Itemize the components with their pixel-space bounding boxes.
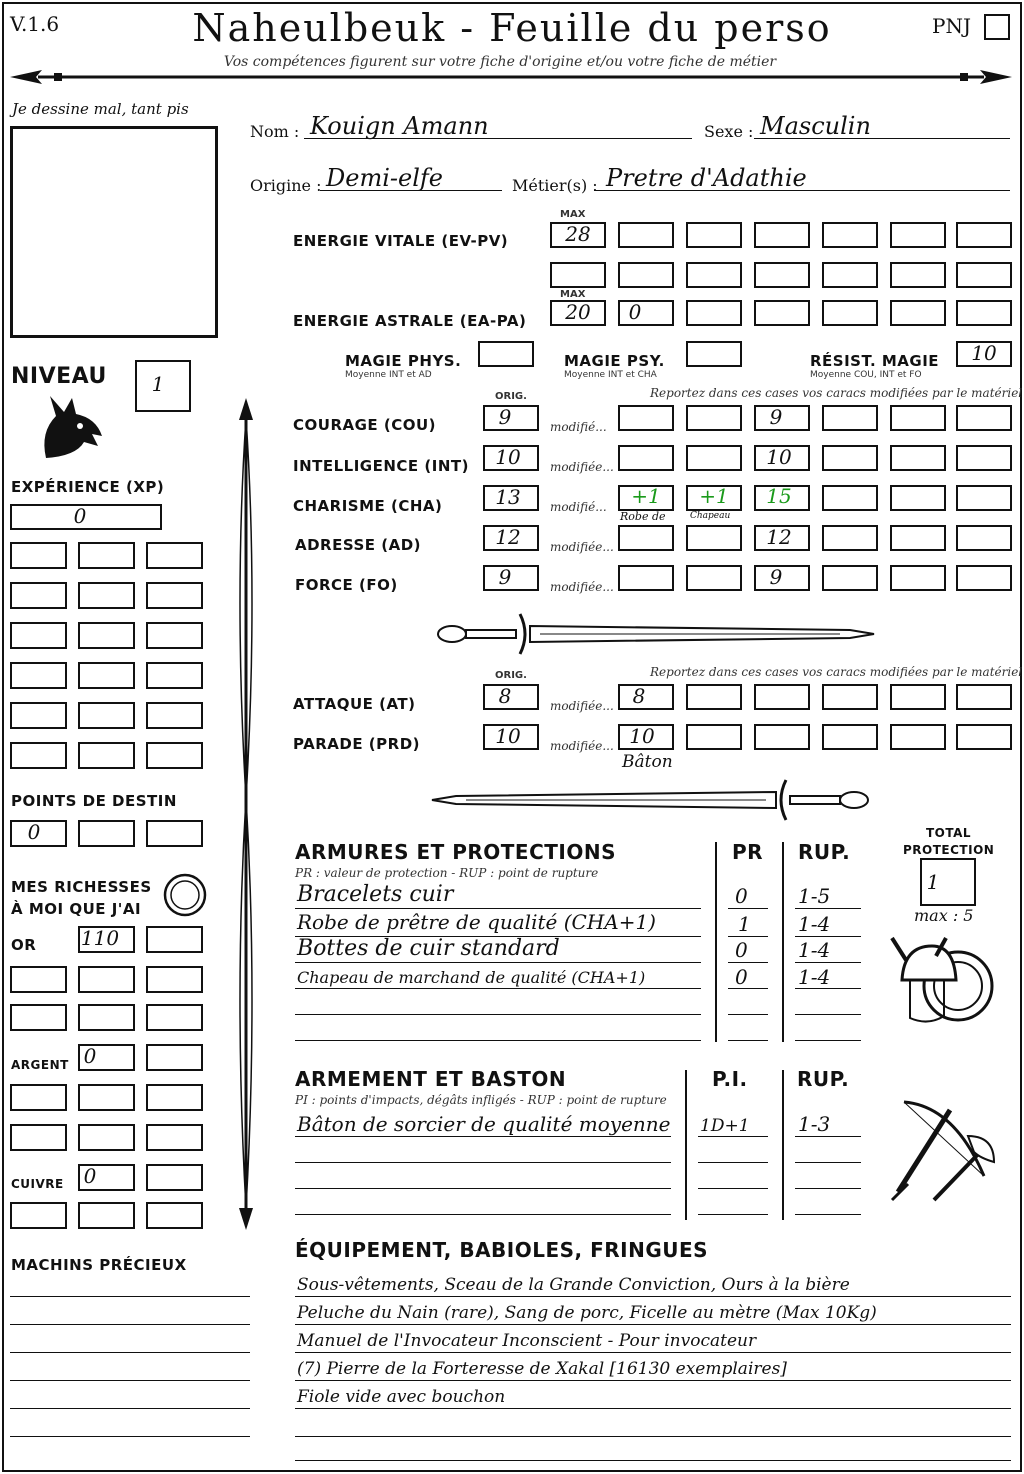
resist-magie-note: Moyenne COU, INT et FO [810,370,922,380]
xp-grid-box[interactable] [78,662,135,689]
courage-mod-box[interactable] [822,405,878,431]
charisme-note-2: Chapeau [690,511,731,521]
ev-box[interactable] [956,222,1012,248]
ev-box[interactable] [754,262,810,288]
equipement-item[interactable]: Sous-vêtements, Sceau de la Grande Conviction, Ours à la bière [297,1275,850,1295]
ev-max-label: MAX [560,209,586,220]
armure-rup[interactable]: 1-5 [798,884,831,908]
or-box[interactable] [78,966,135,993]
armure-line [295,962,701,963]
attaque-mod-box[interactable] [686,684,742,710]
arme-line[interactable] [698,1162,768,1163]
metier-label: Métier(s) : [512,176,598,195]
armure-line [728,962,768,963]
xp-grid-box[interactable] [10,622,67,649]
armement-divider [782,1070,784,1220]
niveau-value: 1 [151,372,165,396]
cuivre-box[interactable] [78,1202,135,1229]
sexe-value[interactable]: Masculin [760,112,871,140]
armure-line [795,908,861,909]
sword-icon [430,612,876,656]
xp-grid-box[interactable] [146,542,203,569]
destin-label: POINTS DE DESTIN [11,792,177,810]
sword-icon [430,778,876,822]
ev-max-value: 28 [565,222,591,246]
parade-mod-box[interactable] [754,724,810,750]
courage-mod-box[interactable] [956,405,1012,431]
ev-box[interactable] [822,222,878,248]
adresse-mod-box[interactable] [956,525,1012,551]
force-modifier-label: modifiée... [550,580,614,594]
helmet-shield-icon [888,926,998,1036]
xp-grid-box[interactable] [10,662,67,689]
staff-icon [226,398,266,1230]
cuivre-box[interactable] [10,1202,67,1229]
ea-box[interactable] [956,300,1012,326]
armure-line[interactable] [795,1040,861,1041]
equipement-line [295,1296,1011,1297]
attaque-mod-box[interactable] [822,684,878,710]
armure-line [728,988,768,989]
ev-box[interactable] [890,222,946,248]
ea-max-label: MAX [560,289,586,300]
adresse-modifier-label: modifiée... [550,540,614,554]
ev-box[interactable] [822,262,878,288]
portrait-box[interactable] [10,126,218,338]
argent-box[interactable] [78,1124,135,1151]
or-box[interactable] [146,926,203,953]
equipement-line[interactable] [295,1460,1011,1461]
magie-psy-note: Moyenne INT et CHA [564,370,657,380]
or-box[interactable] [10,1004,67,1031]
attaque-modifier-label: modifiée... [550,699,614,713]
adresse-mod-box[interactable] [822,525,878,551]
cuivre-label: CUIVRE [11,1177,64,1191]
xp-grid-box[interactable] [78,702,135,729]
armement-title: ARMEMENT ET BASTON [295,1067,567,1091]
force-mod-box[interactable] [956,565,1012,591]
adresse-mod-box[interactable] [686,525,742,551]
attaque-orig-value: 8 [498,684,512,708]
baton-note: Bâton [622,752,673,772]
ea-box[interactable] [890,300,946,326]
magie-psy-box[interactable] [686,341,742,367]
or-label: OR [11,936,37,954]
argent-box[interactable] [146,1084,203,1111]
xp-grid-box[interactable] [10,742,67,769]
armure-rup[interactable]: 1-4 [798,912,831,936]
resist-magie-value: 10 [971,341,997,365]
argent-box[interactable] [10,1084,67,1111]
charisme-modifier-label: modifié... [550,500,607,514]
equipement-line [295,1352,1011,1353]
ev-box[interactable] [754,222,810,248]
armure-name[interactable]: Bracelets cuir [297,882,454,907]
precieux-line[interactable] [10,1408,250,1409]
cuivre-value: 0 [83,1164,97,1188]
ev-box[interactable] [618,262,674,288]
force-mod-box[interactable] [686,565,742,591]
ev-box[interactable] [890,262,946,288]
parade-mod-box[interactable] [956,724,1012,750]
report-note: Reportez dans ces cases vos caracs modifiées par le matériel [650,386,1023,400]
attaque-mod-box[interactable] [956,684,1012,710]
intelligence-mod-box[interactable] [956,445,1012,471]
metier-value[interactable]: Pretre d'Adathie [606,164,807,192]
equipement-title: ÉQUIPEMENT, BABIOLES, FRINGUES [295,1238,709,1262]
force-mod-box[interactable] [618,565,674,591]
magie-psy-label: MAGIE PSY. [564,352,665,370]
attaque-label: ATTAQUE (AT) [293,695,416,713]
xp-grid-box[interactable] [10,702,67,729]
xp-grid-box[interactable] [146,702,203,729]
argent-box[interactable] [146,1124,203,1151]
attaque-mod-value: 8 [632,684,646,708]
ea-box[interactable] [822,300,878,326]
or-box[interactable] [10,966,67,993]
coin-icon [162,872,208,918]
courage-mod-box[interactable] [890,405,946,431]
sheet-subtitle: Vos compétences figurent sur votre fiche d'origine et/ou votre fiche de métier [223,54,777,70]
armement-note: PI : points d'impacts, dégâts infligés - RUP : point de rupture [295,1093,667,1107]
adresse-mod-box[interactable] [618,525,674,551]
parade-mod-box[interactable] [686,724,742,750]
or-box[interactable] [78,1004,135,1031]
equipement-line [295,1324,1011,1325]
armure-line[interactable] [295,1040,701,1041]
arme-name[interactable]: Bâton de sorcier de qualité moyenne [297,1112,671,1136]
parade-mod-value: 10 [629,724,655,748]
portrait-label: Je dessine mal, tant pis [12,100,189,118]
niveau-label: NIVEAU [11,364,107,389]
xp-grid-box[interactable] [146,662,203,689]
argent-label: ARGENT [11,1058,69,1072]
origine-label: Origine : [250,176,322,195]
xp-grid-box[interactable] [78,742,135,769]
force-final-value: 9 [769,565,783,589]
resist-magie-label: RÉSIST. MAGIE [810,352,940,370]
argent-value: 0 [83,1044,97,1068]
courage-mod-box[interactable] [686,405,742,431]
charisme-mod2-value: +1 [699,484,729,508]
precieux-line[interactable] [10,1380,250,1381]
parade-mod-box[interactable] [822,724,878,750]
attaque-mod-box[interactable] [890,684,946,710]
ev-box[interactable] [686,222,742,248]
force-mod-box[interactable] [822,565,878,591]
arme-line[interactable] [295,1162,671,1163]
origine-value[interactable]: Demi-elfe [326,164,443,192]
ev-box[interactable] [550,262,606,288]
armures-note: PR : valeur de protection - RUP : point de rupture [295,866,599,880]
pnj-checkbox[interactable] [984,14,1010,40]
armure-pr[interactable]: 1 [738,912,751,936]
or-box[interactable] [146,966,203,993]
armure-line[interactable] [728,1014,768,1015]
armement-divider [685,1070,687,1220]
ea-current-value: 0 [628,300,642,324]
ea-box[interactable] [754,300,810,326]
intelligence-final-value: 10 [766,445,792,469]
courage-orig-value: 9 [498,405,512,429]
ev-label: ENERGIE VITALE (EV-PV) [293,232,509,250]
armure-pr[interactable]: 0 [735,884,748,908]
armure-name[interactable]: Bottes de cuir standard [297,936,560,961]
precieux-label: MACHINS PRÉCIEUX [11,1256,187,1274]
arme-line[interactable] [795,1214,861,1215]
argent-box[interactable] [10,1124,67,1151]
arme-rup[interactable]: 1-3 [798,1112,831,1136]
armure-name[interactable]: Robe de prêtre de qualité (CHA+1) [297,910,656,934]
equipement-line[interactable] [295,1436,1011,1437]
charisme-label: CHARISME (CHA) [293,497,443,515]
armure-line [795,962,861,963]
armure-pr[interactable]: 0 [735,938,748,962]
arme-line[interactable] [698,1188,768,1189]
equipement-line [295,1408,1011,1409]
equipement-item[interactable]: Manuel de l'Invocateur Inconscient - Pour invocateur [297,1331,757,1351]
magie-phys-label: MAGIE PHYS. [345,352,462,370]
version-label: V.1.6 [10,12,60,36]
sheet-title: Naheulbeuk - Feuille du perso [192,6,832,50]
charisme-note-1: Robe de [620,510,666,523]
arme-pi[interactable]: 1D+1 [700,1116,750,1136]
parade-orig-value: 10 [495,724,521,748]
richesses-label-2: À MOI QUE J'AI [11,900,142,918]
courage-final-value: 9 [769,405,783,429]
intelligence-mod-box[interactable] [822,445,878,471]
armure-line[interactable] [728,1040,768,1041]
combat-orig-label: ORIG. [495,670,527,681]
armement-col-pi: P.I. [712,1067,748,1091]
xp-grid-box[interactable] [146,622,203,649]
charisme-mod-box[interactable] [890,485,946,511]
armures-title: ARMURES ET PROTECTIONS [295,840,616,864]
force-label: FORCE (FO) [295,576,398,594]
armure-rup[interactable]: 1-4 [798,938,831,962]
parade-label: PARADE (PRD) [293,735,421,753]
ea-max-value: 20 [565,300,591,324]
adresse-mod-box[interactable] [890,525,946,551]
precieux-line[interactable] [10,1296,250,1297]
sexe-label: Sexe : [704,122,754,141]
destin-box[interactable] [78,820,135,847]
arme-line[interactable] [795,1162,861,1163]
intelligence-orig-value: 10 [495,445,521,469]
equipement-item[interactable]: Fiole vide avec bouchon [297,1387,506,1407]
armure-line [728,936,768,937]
courage-mod-box[interactable] [618,405,674,431]
arme-line [698,1136,768,1137]
equipement-item[interactable]: Peluche du Nain (rare), Sang de porc, Ficelle au mètre (Max 10Kg) [297,1303,877,1323]
charisme-orig-value: 13 [495,485,521,509]
armures-divider [782,842,784,1042]
ea-box[interactable] [686,300,742,326]
force-orig-value: 9 [498,565,512,589]
intelligence-label: INTELLIGENCE (INT) [293,457,469,475]
xp-grid-box[interactable] [10,542,67,569]
armure-name[interactable]: Chapeau de marchand de qualité (CHA+1) [297,968,646,987]
xp-grid-box[interactable] [78,622,135,649]
xp-grid-box[interactable] [146,582,203,609]
armure-rup[interactable]: 1-4 [798,965,831,989]
adresse-orig-value: 12 [495,525,521,549]
courage-modifier-label: modifié... [550,420,607,434]
intelligence-mod-box[interactable] [618,445,674,471]
attaque-mod-box[interactable] [754,684,810,710]
spear-divider-icon [8,66,1014,88]
parade-mod-box[interactable] [890,724,946,750]
total-protection-value: 1 [926,870,940,894]
arme-line[interactable] [295,1214,671,1215]
xp-grid-box[interactable] [78,582,135,609]
pnj-label: PNJ [932,14,971,38]
xp-grid-box[interactable] [78,542,135,569]
parade-modifier-label: modifiée... [550,739,614,753]
xp-grid-box[interactable] [146,742,203,769]
nom-label: Nom : [250,122,300,141]
charisme-mod-box[interactable] [822,485,878,511]
armures-col-rup: RUP. [798,840,851,864]
arme-line[interactable] [295,1188,671,1189]
charisme-mod1-value: +1 [631,484,661,508]
ev-box[interactable] [956,262,1012,288]
weapons-icon [884,1096,1004,1218]
total-protection-max: max : 5 [914,906,974,925]
arme-line [295,1136,671,1137]
ev-box[interactable] [686,262,742,288]
or-box[interactable] [146,1004,203,1031]
xp-grid-box[interactable] [10,582,67,609]
magie-phys-box[interactable] [478,341,534,367]
equipement-item[interactable]: (7) Pierre de la Forteresse de Xakal [16130 exemplaires] [297,1359,787,1379]
intelligence-modifier-label: modifiée... [550,460,614,474]
armure-line [295,908,701,909]
ea-label: ENERGIE ASTRALE (EA-PA) [293,312,527,330]
equipement-line [295,1380,1011,1381]
precieux-line[interactable] [10,1324,250,1325]
argent-box[interactable] [146,1044,203,1071]
cuivre-box[interactable] [146,1164,203,1191]
nom-value[interactable]: Kouign Amann [310,112,489,140]
richesses-label: MES RICHESSES [11,878,152,896]
force-mod-box[interactable] [890,565,946,591]
armure-line[interactable] [795,1014,861,1015]
arme-line[interactable] [795,1188,861,1189]
cuivre-box[interactable] [146,1202,203,1229]
destin-value: 0 [27,820,41,844]
charisme-final-value: 15 [766,484,792,508]
total-protection-label-1: TOTAL [926,826,972,840]
intelligence-mod-box[interactable] [890,445,946,471]
precieux-line[interactable] [10,1352,250,1353]
destin-box[interactable] [146,820,203,847]
adresse-final-value: 12 [766,525,792,549]
armures-col-pr: PR [732,840,764,864]
armure-line [795,936,861,937]
armure-pr[interactable]: 0 [735,965,748,989]
precieux-line[interactable] [10,1436,250,1437]
magie-phys-note: Moyenne INT et AD [345,370,432,380]
charisme-mod-box[interactable] [956,485,1012,511]
ev-box[interactable] [618,222,674,248]
argent-box[interactable] [78,1084,135,1111]
armure-line [728,908,768,909]
armure-line [295,988,701,989]
adresse-label: ADRESSE (AD) [295,536,422,554]
orig-label: ORIG. [495,391,527,402]
armure-line[interactable] [295,1014,701,1015]
combat-report-note: Reportez dans ces cases vos caracs modifiées par le matériel [650,665,1023,679]
courage-label: COURAGE (COU) [293,416,437,434]
intelligence-mod-box[interactable] [686,445,742,471]
total-protection-label-2: PROTECTION [903,843,995,857]
xp-label: EXPÉRIENCE (XP) [11,478,165,496]
armement-col-rup: RUP. [797,1067,850,1091]
dragon-head-icon [36,392,108,464]
arme-line[interactable] [698,1214,768,1215]
or-value: 110 [80,926,120,950]
arme-line [795,1136,861,1137]
xp-value: 0 [73,504,87,528]
armures-divider [715,842,717,1042]
